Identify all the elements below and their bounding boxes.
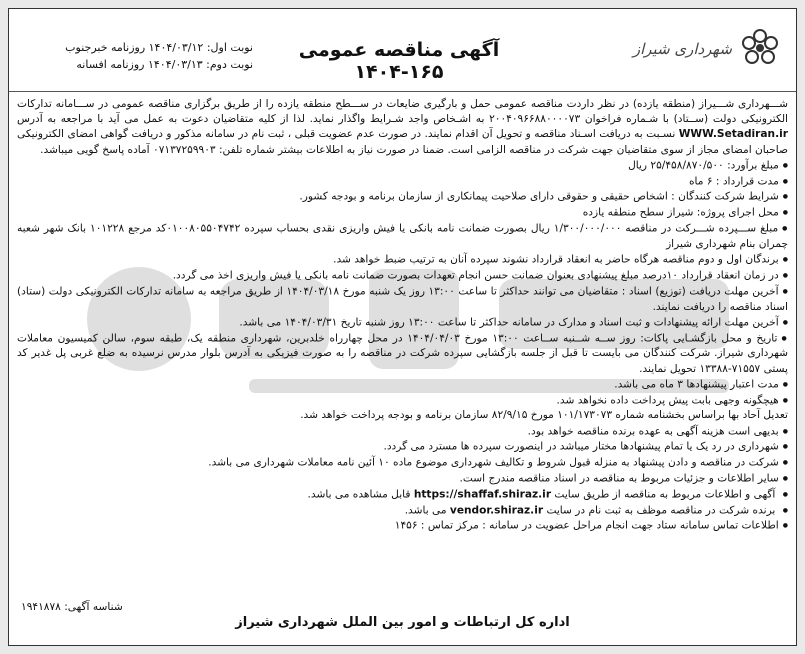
shaffaf-link[interactable]: https://shaffaf.shiraz.ir: [413, 488, 552, 501]
notice-body: [17, 97, 788, 534]
list-item: ● بدیهی است هزینه آگهی به عهده برنده مناقصه خواهد بود.: [17, 424, 788, 440]
list-item: ● آخرین مهلت دریافت (توزیع) اسناد : متقاضیان می توانند حداکثر تا ساعت ۱۳:۰۰ روز یک شنبه مورخ ۱۴۰۴/۰۳/۱۸ از طریق مراجعه به سامانه تدارکات الکترونیکی دولت (ستاد) اسناد مناقصه را دریافت نمایند.: [17, 284, 788, 315]
list-item: ● محل اجرای پروژه: شیراز سطح منطقه یازده: [17, 205, 788, 221]
list-item: ● مبلغ ســـپرده شـــرکت در مناقصه ۱/۳۰۰/۰۰۰/۰۰۰ ریال بصورت ضمانت نامه بانکی یا فیش واریزی نقدی بحساب سپرده ۰۱۰۰۸۰۵۵۰۴۷۴۲کد مرجع ۱۰۱۲۲۸ بانک شهر شعبه چمران بنام شهرداری شیراز: [17, 221, 788, 252]
tender-notice: [8, 8, 797, 646]
issuing-organization: اداره کل ارتباطات و امور بین الملل شهرداری شیراز: [235, 615, 570, 630]
logo-text: شهرداری شیراز: [632, 40, 732, 58]
flower-logo-icon: [738, 27, 782, 71]
ad-id: شناسه آگهی: ۱۹۴۱۸۷۸: [21, 601, 123, 613]
publication-first: نوبت اول: ۱۴۰۴/۰۳/۱۲ روزنامه خبرجنوب: [65, 41, 253, 54]
list-item: ● مدت اعتبار پیشنهادها ۳ ماه می باشد.: [17, 377, 788, 393]
vendor-link[interactable]: vendor.shiraz.ir: [449, 504, 544, 517]
list-item: ● تاریخ و محل بازگشـایی پاکات: روز ســه شــنبه ســاعت ۱۳:۰۰ مورخ ۱۴۰۴/۰۴/۰۳ در محل چهارراه خلدبرین، شهرداری منطقه یک، طبقه سوم، سالن کمیسیون معاملات شهرداری شیراز. شرکت کنندگان می بایست تا قبل از جلسه بازگشایی سپرده شرکت در مناقصه را به صورت فیزیکی به آدرس بلوار مدرس نرسیده به ضلع غربی پل غدیر کد پستی ۷۱۵۵۷-۱۳۳۸۸ تحویل نمایند.: [17, 331, 788, 377]
list-item: ● شرکت در مناقصه و دادن پیشنهاد به منزله قبول شروط و تکالیف شهرداری موضوع ماده ۱۰ آئین نامه معاملات شهرداری می باشد.: [17, 455, 788, 471]
publication-info: [43, 39, 253, 73]
list-item: ● در زمان انعقاد قرارداد ۱۰درصد مبلغ پیشنهادی بعنوان ضمانت حسن انجام تعهدات بصورت ضمانت نامه بانکی یا فیش واریزی اخذ می گردد.: [17, 268, 788, 284]
adjustment-line: تعدیل آحاد بها براساس بخشنامه شماره ۱۰۱/۱۷۳۰۷۳ مورخ ۸۲/۹/۱۵ سازمان برنامه و بودجه پرداخت خواهد شد.: [300, 409, 788, 422]
setadiran-link[interactable]: WWW.Setadiran.ir: [678, 128, 788, 141]
list-item: ● مبلغ برآورد: ۲۵/۴۵۸/۸۷۰/۵۰۰ ریال: [17, 158, 788, 174]
list-item-contact: ● اطلاعات تماس سامانه ستاد جهت انجام مراحل عضویت در سامانه : مرکز تماس : ۱۴۵۶: [17, 518, 788, 534]
intro-paragraph: شـــهرداری شـــیراز (منطقه یازده) در نظر داردت مناقصه عمومی حمل و بارگیری ضایعات در ســـطح منطقه یازده را از طریق برگزاری مناقصه عمومی در ســـامانه تدارکات الکترونیکی دولت (ســتاد) با شـماره فراخوان ۲۰۰۴۰۹۶۶۸۸۰۰۰۰۷۳ به اشـخاص واجد شـرایط واگذار نماید. لذا از کلیه متقاضیان دعوت به عمل می آید با مراجعه به آدرس WWW.Setadiran.ir نسـبت به دریافت اسـناد مناقصه و تحویل آن اقدام نمایند. در صورت عدم عضویت قبلی ، ثبت نام در سامانه مذکور و دریافت گواهی امضای الکترونیکی صاحبان امضای مجاز از سوی متقاضیان جهت شرکت در مناقصه الزامی است. ضمنا در صورت نیاز به اطلاعات بیشتر شماره تلفن: ۰۷۱۳۷۲۵۹۹۰۳ آماده پاسخ گویی میباشد.: [17, 98, 789, 156]
list-item-shaffaf: ● آگهی و اطلاعات مربوط به مناقصه از طریق سایت https://shaffaf.shiraz.ir قابل مشاهده می باشد.: [17, 487, 788, 503]
list-item: ● آخرین مهلت ارائه پیشنهادات و ثبت اسناد و مدارک در سامانه حداکثر تا ساعت ۱۳:۰۰ روز شنبه تاریخ ۱۴۰۴/۰۳/۳۱ می باشد.: [17, 315, 788, 331]
publication-second: نوبت دوم: ۱۴۰۴/۰۳/۱۳ روزنامه افسانه: [76, 58, 253, 71]
municipality-logo: [633, 27, 782, 71]
notice-title: آگهی مناقصه عمومی ۱۶۵-۱۴۰۴: [298, 39, 500, 83]
list-item: ● شهرداری در رد یک یا تمام پیشنهادها مختار میباشد در اینصورت سپرده ها مسترد می گردد.: [17, 439, 788, 455]
notice-header: [9, 9, 796, 92]
list-item: ● شرایط شرکت کنندگان : اشخاص حقیقی و حقوقی دارای صلاحیت پیمانکاری از سازمان برنامه و بودجه کشور.: [17, 189, 788, 205]
list-item: ● مدت قرارداد : ۶ ماه: [17, 174, 788, 190]
list-item: ● سایر اطلاعات و جزئیات مربوط به مناقصه در اسناد مناقصه مندرج است.: [17, 471, 788, 487]
list-item: ● برندگان اول و دوم مناقصه هرگاه حاضر به انعقاد قرارداد نشوند سپرده آنان به ترتیب ضبط خواهد شد.: [17, 252, 788, 268]
list-item-vendor: ● برنده شرکت در مناقصه موظف به ثبت نام در سایت vendor.shiraz.ir می باشد.: [17, 503, 788, 519]
list-item: ● هیچگونه وجهی بابت پیش پرداخت داده نخواهد شد.: [17, 393, 788, 409]
